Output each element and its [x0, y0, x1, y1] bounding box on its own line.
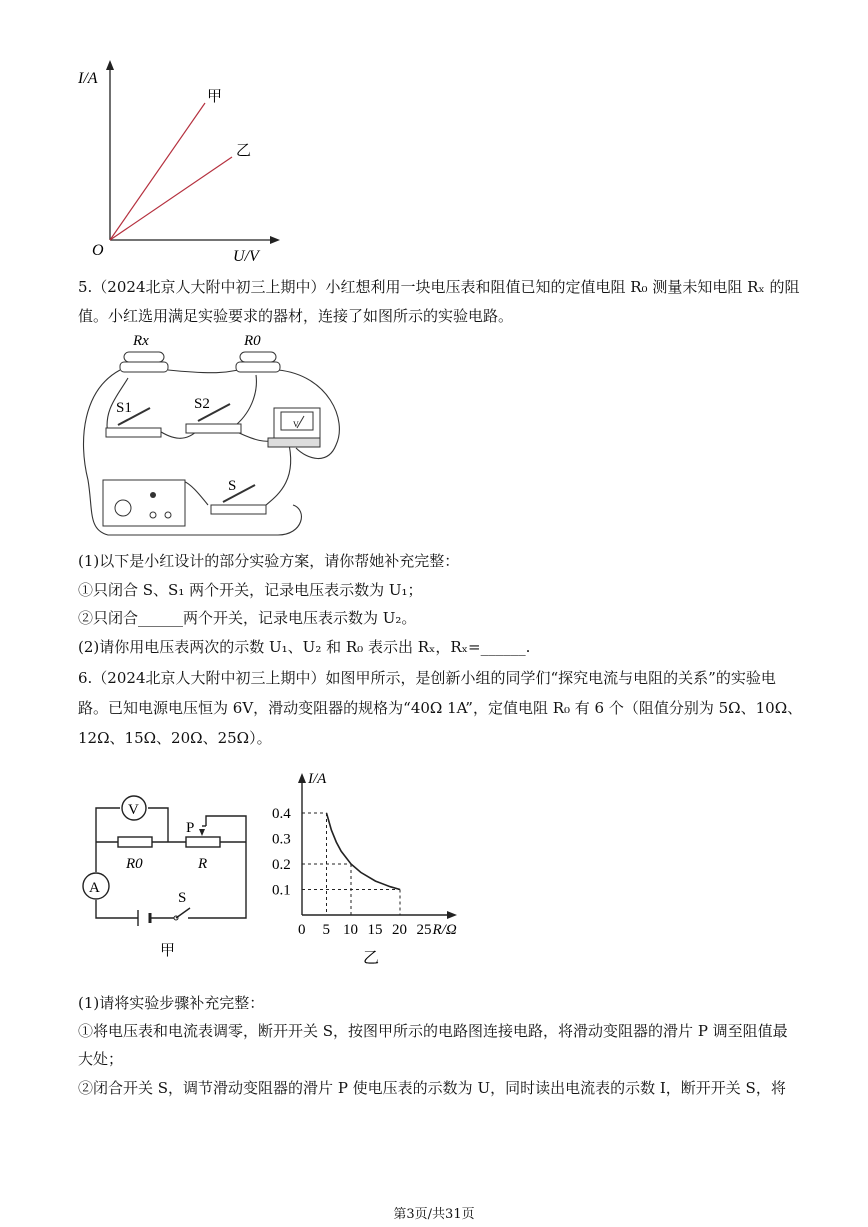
svg-text:A: A	[89, 880, 100, 896]
origin-label: O	[92, 242, 104, 259]
chart-x-tick-label: 25	[416, 922, 432, 938]
svg-text:Rx: Rx	[133, 333, 149, 349]
line-jia-label: 甲	[207, 89, 223, 105]
s1-switch	[106, 400, 161, 437]
line-yi-label: 乙	[236, 143, 252, 159]
chart-x-tick-label: 15	[367, 922, 383, 938]
chart-caption: 乙	[363, 950, 380, 967]
q6-step-2: ②闭合开关 S，调节滑动变阻器的滑片 P 使电压表的示数为 U，同时读出电流表的示数 I，断开开关 S，将	[78, 1079, 786, 1097]
power-supply	[103, 480, 185, 526]
chart-x-tick-label: 5	[322, 922, 330, 938]
q5-step-1: ①只闭合 S、S₁ 两个开关，记录电压表示数为 U₁；	[78, 581, 423, 599]
q6-step-1b: 大处；	[78, 1050, 124, 1068]
q6-step-1a: ①将电压表和电流表调零，断开开关 S，按图甲所示的电路图连接电路，将滑动变阻器的滑片 P 调至阻值最	[78, 1022, 788, 1040]
y-axis-arrow	[106, 60, 114, 70]
svg-text:R0: R0	[126, 856, 143, 872]
q5-line-1: 5.（2024北京人大附中初三上期中）小红想利用一块电压表和阻值已知的定值电阻 R₀ 测量未知电阻 Rₓ 的阻	[78, 278, 800, 296]
q6-circuit-diagram	[78, 790, 258, 970]
q5-circuit-figure	[78, 330, 348, 540]
svg-text:S1: S1	[116, 400, 132, 416]
chart-x-tick-label: 0	[298, 922, 306, 938]
svg-text:V: V	[293, 420, 299, 429]
chart-y-tick-label: 0.2	[272, 857, 291, 873]
y-axis-label: I/A	[78, 70, 98, 87]
chart-x-axis-arrow	[447, 911, 457, 919]
voltmeter	[268, 408, 320, 447]
chart-x-tick-label: 10	[343, 922, 358, 938]
svg-text:V: V	[128, 802, 139, 818]
battery-symbol	[138, 910, 150, 926]
rheostat-symbol	[186, 820, 220, 872]
q6-line-3: 12Ω、15Ω、20Ω、25Ω）。	[78, 729, 272, 747]
svg-text:S: S	[178, 890, 187, 906]
chart-y-tick-label: 0.1	[272, 882, 291, 899]
r0-resistor	[236, 333, 280, 372]
q6-sub-1: (1)请将实验步骤补充完整：	[78, 994, 265, 1012]
chart-y-label: I/A	[308, 771, 327, 787]
q6-line-1: 6.（2024北京人大附中初三上期中）如图甲所示，是创新小组的同学们“探究电流与电阻的关系”的实验电	[78, 669, 776, 687]
q5-sub-1: (1)以下是小红设计的部分实验方案，请你帮她补充完整：	[78, 552, 460, 570]
line-yi	[110, 157, 232, 240]
svg-text:R: R	[198, 856, 208, 872]
chart-y-tick-label: 0.3	[272, 831, 291, 848]
svg-text:S: S	[228, 478, 237, 494]
chart-x-tick-label: 20	[392, 922, 407, 938]
chart-y-tick-label: 0.4	[272, 806, 291, 822]
circuit-caption: 甲	[160, 943, 176, 959]
q5-step-2: ②只闭合______两个开关，记录电压表示数为 U₂。	[78, 609, 417, 627]
chart-x-label: R/Ω	[432, 922, 457, 938]
q6-line-2: 路。已知电源电压恒为 6V，滑动变阻器的规格为“40Ω 1A”，定值电阻 R₀ 有 6 个（阻值分别为 5Ω、10Ω、	[78, 699, 803, 717]
voltmeter-symbol	[122, 796, 146, 820]
rx-resistor	[120, 333, 168, 372]
s2-switch	[186, 396, 241, 433]
svg-text:R0: R0	[244, 333, 261, 349]
s-switch	[211, 478, 266, 514]
chart-curve	[327, 813, 401, 890]
switch-s-symbol	[174, 890, 190, 920]
r0-symbol	[118, 837, 152, 872]
q5-line-2: 值。小红选用满足实验要求的器材，连接了如图所示的实验电路。	[78, 307, 514, 325]
x-axis-arrow	[270, 236, 280, 244]
q5-sub-2: (2)请你用电压表两次的示数 U₁、U₂ 和 R₀ 表示出 Rₓ，Rₓ=______.	[78, 638, 531, 656]
svg-text:S2: S2	[194, 396, 210, 412]
x-axis-label: U/V	[233, 248, 259, 265]
line-jia	[110, 103, 205, 240]
svg-text:P: P	[186, 820, 195, 836]
ammeter-symbol	[83, 873, 109, 899]
current-resistance-chart	[270, 765, 470, 975]
page-number: 第3页/共31页	[393, 1207, 475, 1222]
iu-graph	[70, 55, 290, 265]
chart-y-axis-arrow	[298, 773, 306, 783]
